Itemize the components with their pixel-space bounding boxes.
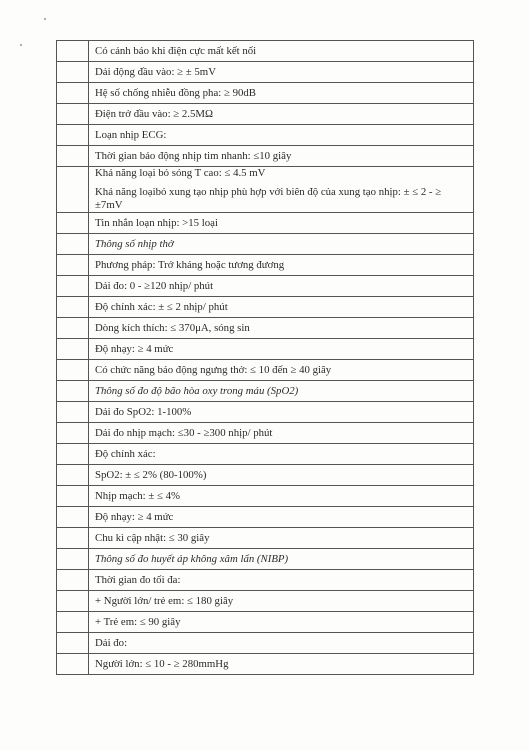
- row-number-cell: [57, 423, 89, 444]
- spec-cell: Thời gian báo động nhịp tim nhanh: ≤10 giây: [89, 146, 474, 167]
- table-row: [57, 318, 474, 339]
- row-number-cell: [57, 528, 89, 549]
- spec-cell: Nhịp mạch: ± ≤ 4%: [89, 486, 474, 507]
- row-number-cell: [57, 255, 89, 276]
- row-number-cell: [57, 360, 89, 381]
- table-row: [57, 654, 474, 675]
- row-number-cell: [57, 41, 89, 62]
- table-row: [57, 528, 474, 549]
- table-row: [57, 167, 474, 213]
- spec-cell: Người lớn: ≤ 10 - ≥ 280mmHg: [89, 654, 474, 675]
- row-number-cell: [57, 654, 89, 675]
- spec-cell: Phương pháp: Trở kháng hoặc tương đương: [89, 255, 474, 276]
- table-row: [57, 591, 474, 612]
- spec-cell: Độ chính xác: ± ≤ 2 nhịp/ phút: [89, 297, 474, 318]
- row-number-cell: [57, 570, 89, 591]
- row-number-cell: [57, 318, 89, 339]
- row-number-cell: [57, 549, 89, 570]
- table-row: [57, 234, 474, 255]
- section-heading: Thông số đo huyết áp không xâm lấn (NIBP): [89, 549, 474, 570]
- spec-cell: Độ nhạy: ≥ 4 mức: [89, 507, 474, 528]
- table-row: [57, 255, 474, 276]
- row-number-cell: [57, 444, 89, 465]
- spec-cell: Dải đo: 0 - ≥120 nhịp/ phút: [89, 276, 474, 297]
- spec-line: Khả năng loạibỏ xung tạo nhịp phù hợp với biên độ của xung tạo nhịp: ± ≤ 2 - ≥ ±7mV: [95, 186, 442, 211]
- spec-cell: Có cảnh báo khi điện cực mất kết nối: [89, 41, 474, 62]
- spec-cell: Độ nhạy: ≥ 4 mức: [89, 339, 474, 360]
- spec-cell-multiline: [89, 167, 474, 213]
- spec-cell: + Người lớn/ trẻ em: ≤ 180 giây: [89, 591, 474, 612]
- spec-cell: Có chức năng báo động ngưng thở: ≤ 10 đến ≥ 40 giây: [89, 360, 474, 381]
- spec-cell: SpO2: ± ≤ 2% (80-100%): [89, 465, 474, 486]
- table-row: [57, 213, 474, 234]
- row-number-cell: [57, 62, 89, 83]
- scan-speck: [20, 44, 22, 46]
- row-number-cell: [57, 633, 89, 654]
- row-number-cell: [57, 125, 89, 146]
- spec-cell: Hệ số chống nhiễu đồng pha: ≥ 90dB: [89, 83, 474, 104]
- table-row: [57, 423, 474, 444]
- spec-cell: Loạn nhịp ECG:: [89, 125, 474, 146]
- row-number-cell: [57, 612, 89, 633]
- table-row: [57, 549, 474, 570]
- table-row: [57, 570, 474, 591]
- row-number-cell: [57, 297, 89, 318]
- table-row: [57, 276, 474, 297]
- spec-cell: Điện trở đầu vào: ≥ 2.5MΩ: [89, 104, 474, 125]
- row-number-cell: [57, 146, 89, 167]
- table-row: [57, 633, 474, 654]
- table-row: [57, 62, 474, 83]
- spec-table: [56, 40, 474, 675]
- table-row: [57, 444, 474, 465]
- section-heading: Thông số nhịp thở: [89, 234, 474, 255]
- row-number-cell: [57, 213, 89, 234]
- spec-cell: Chu kì cập nhật: ≤ 30 giây: [89, 528, 474, 549]
- table-row: [57, 486, 474, 507]
- table-row: [57, 381, 474, 402]
- table-row: [57, 297, 474, 318]
- spec-cell: + Trẻ em: ≤ 90 giây: [89, 612, 474, 633]
- row-number-cell: [57, 465, 89, 486]
- spec-table-body: [57, 41, 474, 675]
- spec-cell: Dải đo:: [89, 633, 474, 654]
- scan-speck: [44, 18, 46, 20]
- row-number-cell: [57, 381, 89, 402]
- row-number-cell: [57, 339, 89, 360]
- table-row: [57, 507, 474, 528]
- spec-cell: Độ chính xác:: [89, 444, 474, 465]
- table-row: [57, 146, 474, 167]
- table-row: [57, 104, 474, 125]
- row-number-cell: [57, 507, 89, 528]
- spec-cell: Dải động đầu vào: ≥ ± 5mV: [89, 62, 474, 83]
- table-row: [57, 612, 474, 633]
- spec-cell: Dòng kích thích: ≤ 370μA, sóng sin: [89, 318, 474, 339]
- table-row: [57, 339, 474, 360]
- table-row: [57, 41, 474, 62]
- table-row: [57, 465, 474, 486]
- table-row: [57, 125, 474, 146]
- row-number-cell: [57, 83, 89, 104]
- spec-cell: Thời gian đo tối đa:: [89, 570, 474, 591]
- spec-cell: Dải đo nhịp mạch: ≤30 - ≥300 nhịp/ phút: [89, 423, 474, 444]
- row-number-cell: [57, 402, 89, 423]
- section-heading: Thông số đo độ bão hòa oxy trong máu (SpO2): [89, 381, 474, 402]
- spec-cell: Dải đo SpO2: 1-100%: [89, 402, 474, 423]
- row-number-cell: [57, 486, 89, 507]
- row-number-cell: [57, 276, 89, 297]
- table-row: [57, 83, 474, 104]
- row-number-cell: [57, 591, 89, 612]
- table-row: [57, 402, 474, 423]
- row-number-cell: [57, 234, 89, 255]
- spec-line: Khả năng loại bỏ sóng T cao: ≤ 4.5 mV: [95, 167, 266, 179]
- spec-cell: Tin nhắn loạn nhịp: >15 loại: [89, 213, 474, 234]
- row-number-cell: [57, 167, 89, 213]
- row-number-cell: [57, 104, 89, 125]
- table-row: [57, 360, 474, 381]
